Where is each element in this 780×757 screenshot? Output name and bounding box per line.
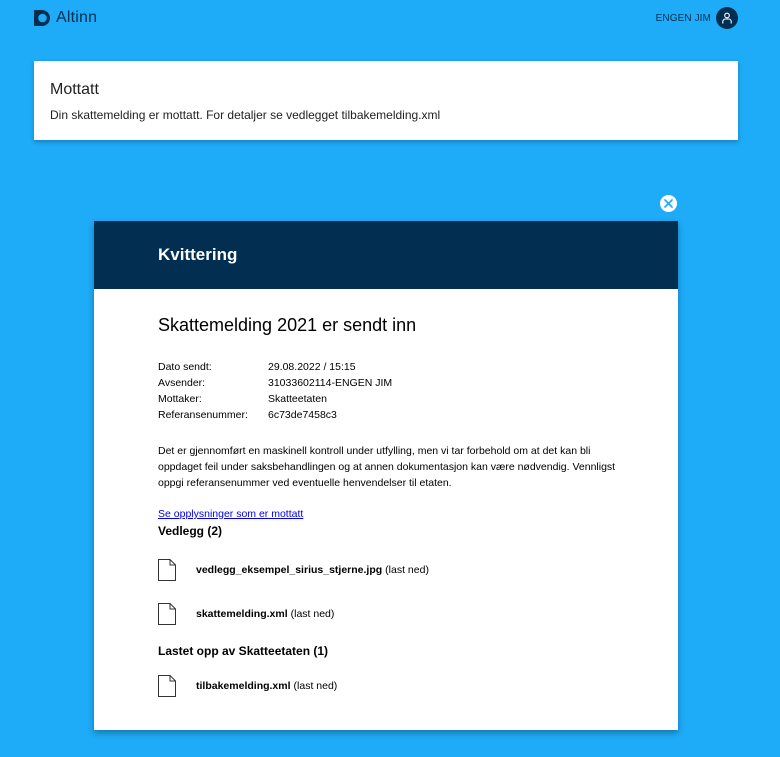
receipt-modal: [94, 221, 678, 730]
list-item: [158, 592, 614, 636]
user-menu[interactable]: [656, 7, 738, 29]
file-icon: [158, 603, 176, 625]
view-submitted-data-link[interactable]: Se opplysninger som er mottatt: [158, 508, 304, 520]
file-icon: [158, 675, 176, 697]
modal-header-title: Kvittering: [158, 245, 238, 264]
app-name: Altinn: [56, 9, 98, 26]
meta-label: Mottaker:: [158, 393, 202, 405]
meta-label: Avsender:: [158, 377, 206, 389]
file-name[interactable]: vedlegg_eksempel_sirius_stjerne.jpg: [196, 564, 383, 576]
uploaded-title: Lastet opp av Skatteetaten (1): [158, 644, 329, 658]
receipt-title: Skattemelding 2021 er sendt inn: [158, 315, 417, 335]
file-icon: [158, 559, 176, 581]
meta-label: Referansenummer:: [158, 409, 248, 421]
download-link[interactable]: (last ned): [293, 680, 338, 692]
attachments-list: [158, 548, 614, 636]
meta-value: Skatteetaten: [268, 393, 327, 405]
user-name: ENGEN JIM: [655, 12, 711, 24]
file-name[interactable]: skattemelding.xml: [196, 608, 288, 620]
receipt-description: Det er gjennomført en maskinell kontroll under utfylling, men vi tar forbehold om at det kan bli oppdaget feil under saksbehandlingen og at annen dokumentasjon kan være nødvendig. Vennligst oppgi referansenummer ved eventuelle henvendelser til etaten.: [158, 445, 616, 489]
meta-value: 31033602114-ENGEN JIM: [268, 377, 393, 389]
uploaded-list: [158, 664, 614, 708]
meta-row-sender: [158, 375, 614, 391]
list-item: [158, 548, 614, 592]
top-bar: [0, 0, 780, 36]
meta-row-reference: [158, 407, 614, 423]
altinn-logo-icon: [34, 10, 50, 26]
user-icon: [721, 12, 733, 24]
modal-header: [94, 221, 678, 289]
altinn-logo[interactable]: [34, 9, 97, 27]
close-icon: [664, 199, 673, 208]
download-link[interactable]: (last ned): [290, 608, 335, 620]
meta-row-recipient: [158, 391, 614, 407]
meta-label: Dato sendt:: [158, 361, 212, 373]
meta-value: 6c73de7458c3: [268, 409, 337, 421]
status-text: Din skattemelding er mottatt. For detaljer se vedlegget tilbakemelding.xml: [50, 108, 441, 122]
file-name[interactable]: tilbakemelding.xml: [196, 680, 291, 692]
close-modal-button[interactable]: [660, 195, 677, 212]
modal-body: [94, 289, 678, 708]
list-item: [158, 664, 614, 708]
attachments-title: Vedlegg (2): [158, 524, 223, 538]
receipt-meta: [158, 359, 614, 423]
status-title: Mottatt: [50, 81, 99, 98]
meta-value: 29.08.2022 / 15:15: [268, 361, 356, 373]
avatar[interactable]: [716, 7, 738, 29]
meta-row-date: [158, 359, 614, 375]
status-card: [34, 61, 738, 140]
download-link[interactable]: (last ned): [385, 564, 429, 576]
